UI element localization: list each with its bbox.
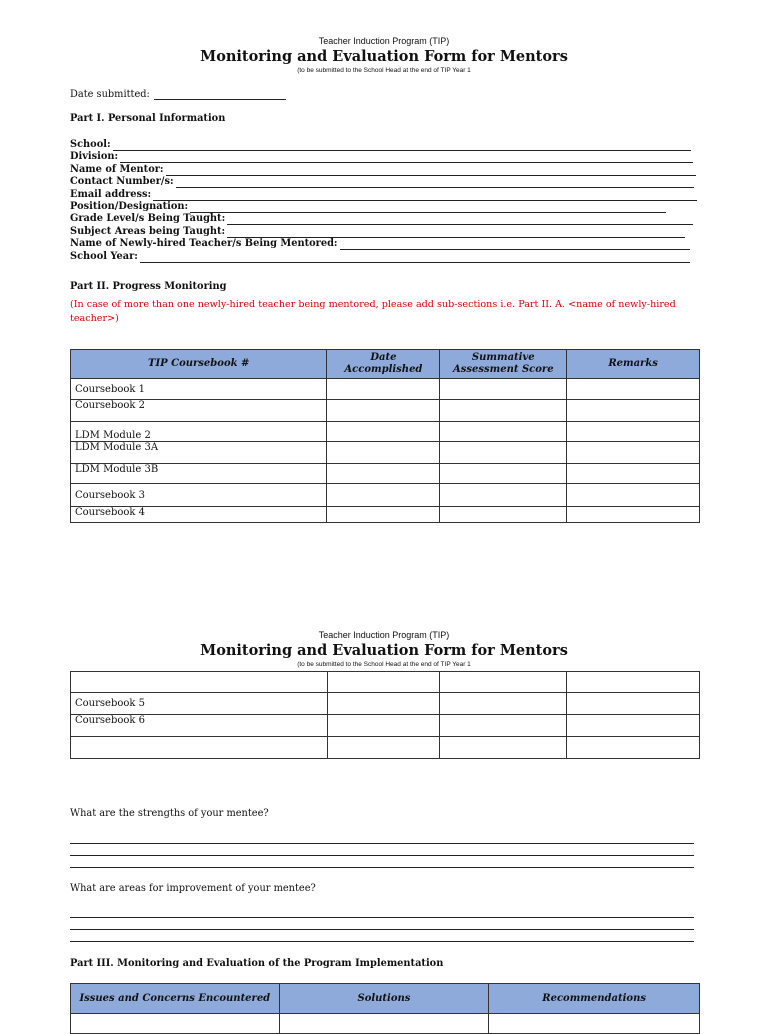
row-label: Coursebook 1 — [71, 379, 327, 400]
part3-heading: Part III. Monitoring and Evaluation of the Program Implementation — [70, 958, 444, 969]
table-cell[interactable] — [440, 379, 567, 400]
field-line[interactable] — [113, 140, 691, 151]
table-cell[interactable] — [327, 379, 440, 400]
row-label — [71, 737, 328, 759]
field-contact-number[interactable] — [70, 176, 694, 188]
improvement-line-1[interactable] — [70, 917, 694, 918]
table-cell[interactable] — [567, 422, 700, 442]
table-row — [71, 464, 700, 484]
table-cell[interactable] — [327, 693, 440, 715]
field-line[interactable] — [166, 165, 696, 176]
table-row — [71, 693, 700, 715]
table-cell[interactable] — [327, 507, 440, 523]
table-cell[interactable] — [440, 672, 567, 693]
part2-heading: Part II. Progress Monitoring — [70, 281, 227, 292]
table-row — [71, 737, 700, 759]
table-cell[interactable] — [327, 422, 440, 442]
table-cell[interactable] — [327, 484, 440, 507]
table-row — [71, 715, 700, 737]
form-title-2: Monitoring and Evaluation Form for Mentors — [200, 642, 568, 659]
field-line[interactable] — [176, 177, 694, 188]
field-position[interactable] — [70, 201, 666, 213]
table-row — [71, 507, 700, 523]
table-cell[interactable] — [567, 400, 700, 422]
field-line[interactable] — [340, 239, 690, 250]
header-date: Date Accomplished — [327, 350, 440, 379]
table-cell[interactable] — [327, 442, 440, 464]
field-line[interactable] — [120, 152, 693, 163]
strengths-line-3[interactable] — [70, 867, 694, 868]
table-cell[interactable] — [440, 715, 567, 737]
table-header-row — [71, 984, 700, 1014]
table-cell[interactable] — [440, 400, 567, 422]
table-cell[interactable] — [567, 464, 700, 484]
date-submitted-field[interactable] — [154, 89, 286, 100]
date-submitted-label: Date submitted: — [70, 89, 150, 100]
table-cell[interactable] — [440, 737, 567, 759]
field-line[interactable] — [140, 252, 690, 263]
table-cell[interactable] — [327, 715, 440, 737]
row-label: Coursebook 5 — [71, 693, 328, 715]
header-coursebook: TIP Coursebook # — [71, 350, 327, 379]
field-label: Name of Mentor: — [70, 164, 164, 175]
field-line[interactable] — [153, 190, 697, 201]
table-cell[interactable] — [440, 484, 567, 507]
form-subtitle-2: (to be submitted to the School Head at the end of TIP Year 1 — [297, 661, 471, 668]
row-label: Coursebook 2 — [71, 400, 327, 422]
header-issues: Issues and Concerns Encountered — [71, 984, 280, 1014]
field-label: Grade Level/s Being Taught: — [70, 213, 226, 224]
strengths-question: What are the strengths of your mentee? — [70, 808, 269, 819]
field-label: School: — [70, 139, 111, 150]
field-division[interactable] — [70, 151, 693, 163]
improvement-line-3[interactable] — [70, 941, 694, 942]
row-label: Coursebook 3 — [71, 484, 327, 507]
field-label: Subject Areas being Taught: — [70, 226, 226, 237]
strengths-line-2[interactable] — [70, 855, 694, 856]
field-grade-level[interactable] — [70, 213, 693, 225]
field-label: Email address: — [70, 189, 152, 200]
table-cell[interactable] — [327, 400, 440, 422]
field-line[interactable] — [227, 227, 685, 238]
field-email[interactable] — [70, 189, 697, 201]
table-cell[interactable] — [440, 507, 567, 523]
improvement-question: What are areas for improvement of your mentee? — [70, 883, 316, 894]
table-row — [71, 379, 700, 400]
field-line[interactable] — [190, 202, 666, 213]
table-cell[interactable] — [567, 379, 700, 400]
header-remarks: Remarks — [567, 350, 700, 379]
table-row — [71, 422, 700, 442]
improvement-line-2[interactable] — [70, 929, 694, 930]
table-cell[interactable] — [567, 737, 700, 759]
strengths-line-1[interactable] — [70, 843, 694, 844]
field-subject-areas[interactable] — [70, 226, 685, 238]
row-label: LDM Module 2 — [71, 422, 327, 442]
form-title: Monitoring and Evaluation Form for Mentors — [200, 48, 568, 65]
form-subtitle: (to be submitted to the School Head at the end of TIP Year 1 — [297, 67, 471, 74]
table-row — [71, 442, 700, 464]
table-cell[interactable] — [327, 464, 440, 484]
table-cell[interactable] — [567, 715, 700, 737]
field-label: Name of Newly-hired Teacher/s Being Mentored: — [70, 238, 338, 249]
field-label: Position/Designation: — [70, 201, 189, 212]
progress-table-continued — [70, 671, 700, 759]
table-cell[interactable] — [440, 442, 567, 464]
header-recommendations: Recommendations — [489, 984, 700, 1014]
field-label: Contact Number/s: — [70, 176, 174, 187]
date-submitted-row — [70, 89, 286, 100]
field-newly-hired-teacher[interactable] — [70, 238, 690, 250]
table-cell[interactable] — [327, 737, 440, 759]
table-cell[interactable] — [567, 693, 700, 715]
table-cell[interactable] — [440, 422, 567, 442]
row-label: LDM Module 3B — [71, 464, 327, 484]
table-row — [71, 400, 700, 422]
part2-note: (In case of more than one newly-hired teacher being mentored, please add sub-sections i.e. Part II. A. <name of newly-hired teacher>) — [70, 299, 676, 324]
header-solutions: Solutions — [279, 984, 489, 1014]
table-cell[interactable] — [567, 507, 700, 523]
header-score: Summative Assessment Score — [440, 350, 567, 379]
program-implementation-table — [70, 983, 700, 1034]
field-line[interactable] — [227, 214, 693, 225]
table-header-row — [71, 350, 700, 379]
field-label: Division: — [70, 151, 119, 162]
part1-heading: Part I. Personal Information — [70, 113, 226, 124]
field-label: School Year: — [70, 251, 138, 262]
program-name-2: Teacher Induction Program (TIP) — [318, 630, 450, 640]
program-name: Teacher Induction Program (TIP) — [318, 36, 450, 46]
table-cell[interactable] — [327, 672, 440, 693]
row-label — [71, 672, 328, 693]
progress-table — [70, 349, 700, 523]
table-cell[interactable] — [567, 442, 700, 464]
table-cell[interactable] — [440, 464, 567, 484]
table-row — [71, 672, 700, 693]
field-school[interactable] — [70, 139, 691, 151]
table-row — [71, 484, 700, 507]
table-cell[interactable] — [567, 484, 700, 507]
field-mentor-name[interactable] — [70, 164, 696, 176]
table-cell[interactable] — [567, 672, 700, 693]
row-label: Coursebook 4 — [71, 507, 327, 523]
field-school-year[interactable] — [70, 251, 690, 263]
row-label: LDM Module 3A — [71, 442, 327, 464]
row-label: Coursebook 6 — [71, 715, 328, 737]
table-cell[interactable] — [440, 693, 567, 715]
